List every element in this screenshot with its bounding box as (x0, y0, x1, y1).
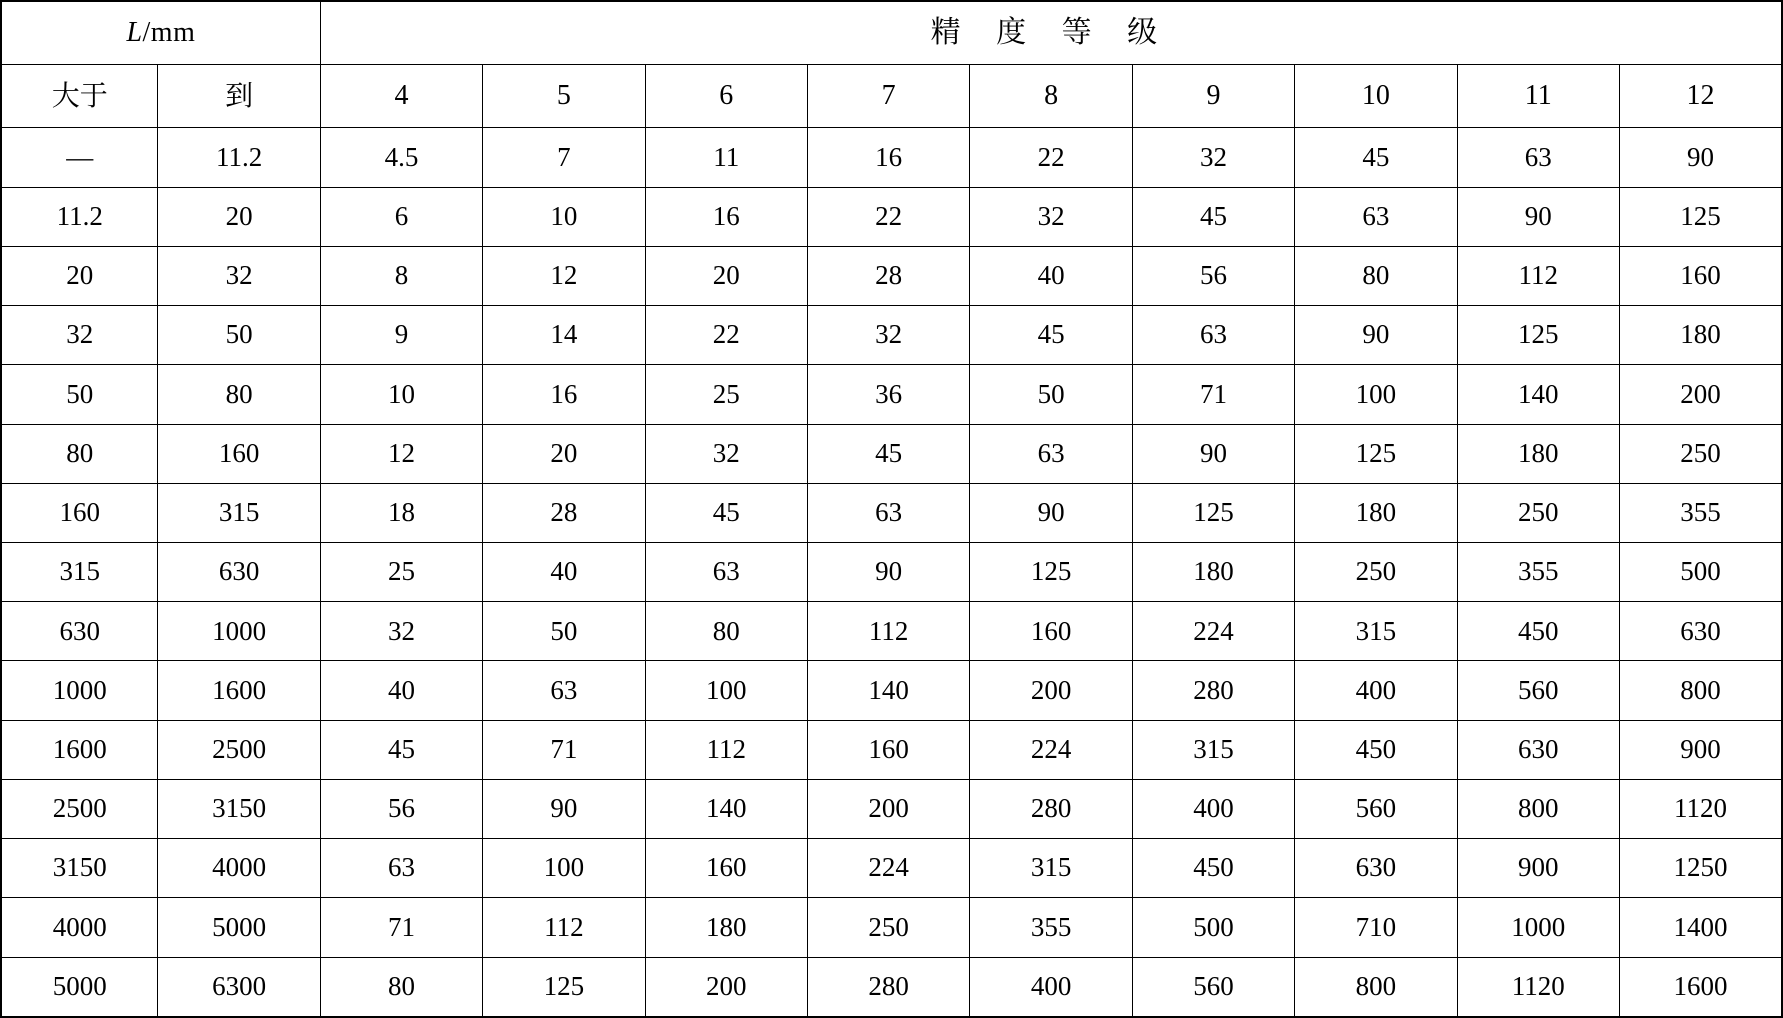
header-from: 大于 (1, 65, 158, 128)
cell-range-to: 80 (158, 365, 320, 424)
cell-value: 56 (1132, 246, 1294, 305)
cell-value: 125 (1295, 424, 1457, 483)
header-grade-5: 5 (483, 65, 645, 128)
header-grade-11: 11 (1457, 65, 1619, 128)
header-grade-7: 7 (807, 65, 969, 128)
cell-value: 180 (1619, 306, 1782, 365)
cell-value: 180 (1295, 483, 1457, 542)
table-row (1, 602, 1782, 661)
cell-value: 125 (1619, 187, 1782, 246)
cell-range-from: 11.2 (1, 187, 158, 246)
cell-value: 90 (1132, 424, 1294, 483)
cell-value: 50 (483, 602, 645, 661)
grade-group-header (320, 1, 1782, 65)
cell-value: 112 (645, 720, 807, 779)
cell-value: 18 (320, 483, 482, 542)
cell-value: 32 (807, 306, 969, 365)
cell-value: 160 (970, 602, 1132, 661)
cell-value: 12 (483, 246, 645, 305)
cell-value: 200 (970, 661, 1132, 720)
cell-value: 560 (1457, 661, 1619, 720)
cell-value: 224 (1132, 602, 1294, 661)
table-row (1, 246, 1782, 305)
cell-range-to: 4000 (158, 839, 320, 898)
length-unit-header: L/mm (1, 1, 320, 65)
cell-value: 90 (1457, 187, 1619, 246)
cell-value: 160 (645, 839, 807, 898)
cell-value: 32 (320, 602, 482, 661)
cell-value: 80 (645, 602, 807, 661)
cell-value: 90 (1619, 128, 1782, 187)
cell-range-from: — (1, 128, 158, 187)
cell-range-to: 3150 (158, 779, 320, 838)
cell-value: 71 (483, 720, 645, 779)
cell-value: 32 (645, 424, 807, 483)
header-grade-9: 9 (1132, 65, 1294, 128)
header-to: 到 (158, 65, 320, 128)
cell-value: 100 (645, 661, 807, 720)
cell-range-from: 80 (1, 424, 158, 483)
cell-value: 1120 (1619, 779, 1782, 838)
cell-value: 140 (645, 779, 807, 838)
cell-value: 180 (1132, 543, 1294, 602)
cell-value: 280 (1132, 661, 1294, 720)
cell-value: 800 (1619, 661, 1782, 720)
cell-range-from: 50 (1, 365, 158, 424)
cell-value: 22 (645, 306, 807, 365)
cell-value: 28 (807, 246, 969, 305)
cell-range-from: 1600 (1, 720, 158, 779)
table-header-top-row (1, 1, 1782, 65)
cell-value: 63 (1132, 306, 1294, 365)
table-row (1, 365, 1782, 424)
cell-value: 32 (1132, 128, 1294, 187)
cell-value: 63 (1457, 128, 1619, 187)
cell-value: 63 (483, 661, 645, 720)
cell-value: 315 (970, 839, 1132, 898)
cell-value: 112 (483, 898, 645, 957)
cell-value: 10 (483, 187, 645, 246)
cell-value: 90 (1295, 306, 1457, 365)
cell-range-from: 5000 (1, 957, 158, 1017)
cell-range-to: 11.2 (158, 128, 320, 187)
header-grade-6: 6 (645, 65, 807, 128)
cell-value: 315 (1295, 602, 1457, 661)
cell-value: 224 (807, 839, 969, 898)
cell-value: 800 (1295, 957, 1457, 1017)
cell-value: 100 (1295, 365, 1457, 424)
cell-value: 22 (970, 128, 1132, 187)
cell-value: 63 (1295, 187, 1457, 246)
table-row (1, 424, 1782, 483)
header-grade-4: 4 (320, 65, 482, 128)
cell-value: 20 (645, 246, 807, 305)
cell-value: 450 (1295, 720, 1457, 779)
cell-value: 10 (320, 365, 482, 424)
cell-value: 630 (1457, 720, 1619, 779)
cell-value: 280 (970, 779, 1132, 838)
cell-value: 125 (483, 957, 645, 1017)
cell-value: 71 (1132, 365, 1294, 424)
cell-value: 140 (1457, 365, 1619, 424)
cell-value: 125 (1457, 306, 1619, 365)
cell-value: 9 (320, 306, 482, 365)
cell-range-to: 20 (158, 187, 320, 246)
cell-value: 50 (970, 365, 1132, 424)
cell-value: 14 (483, 306, 645, 365)
cell-value: 250 (1295, 543, 1457, 602)
cell-range-to: 2500 (158, 720, 320, 779)
cell-value: 112 (807, 602, 969, 661)
cell-range-to: 315 (158, 483, 320, 542)
cell-value: 200 (1619, 365, 1782, 424)
cell-range-from: 2500 (1, 779, 158, 838)
cell-value: 7 (483, 128, 645, 187)
cell-value: 112 (1457, 246, 1619, 305)
cell-value: 160 (807, 720, 969, 779)
cell-value: 22 (807, 187, 969, 246)
cell-range-to: 160 (158, 424, 320, 483)
cell-value: 250 (807, 898, 969, 957)
cell-value: 125 (970, 543, 1132, 602)
cell-value: 400 (1295, 661, 1457, 720)
cell-value: 63 (320, 839, 482, 898)
cell-range-from: 1000 (1, 661, 158, 720)
cell-value: 1120 (1457, 957, 1619, 1017)
cell-value: 250 (1457, 483, 1619, 542)
cell-value: 71 (320, 898, 482, 957)
cell-value: 16 (483, 365, 645, 424)
cell-value: 63 (807, 483, 969, 542)
cell-value: 80 (320, 957, 482, 1017)
cell-range-from: 32 (1, 306, 158, 365)
cell-range-from: 3150 (1, 839, 158, 898)
cell-value: 450 (1457, 602, 1619, 661)
cell-value: 250 (1619, 424, 1782, 483)
cell-value: 400 (1132, 779, 1294, 838)
cell-value: 63 (645, 543, 807, 602)
cell-value: 25 (320, 543, 482, 602)
cell-value: 355 (1619, 483, 1782, 542)
cell-value: 125 (1132, 483, 1294, 542)
cell-range-from: 160 (1, 483, 158, 542)
grade-group-label: 精 度 等 级 (930, 16, 1172, 50)
cell-value: 500 (1619, 543, 1782, 602)
cell-value: 56 (320, 779, 482, 838)
cell-value: 40 (483, 543, 645, 602)
table-row (1, 661, 1782, 720)
cell-value: 12 (320, 424, 482, 483)
table-row (1, 898, 1782, 957)
cell-value: 45 (970, 306, 1132, 365)
cell-value: 315 (1132, 720, 1294, 779)
cell-value: 560 (1132, 957, 1294, 1017)
cell-value: 1000 (1457, 898, 1619, 957)
cell-value: 36 (807, 365, 969, 424)
cell-value: 355 (1457, 543, 1619, 602)
cell-value: 224 (970, 720, 1132, 779)
cell-value: 63 (970, 424, 1132, 483)
table-row (1, 543, 1782, 602)
cell-range-to: 32 (158, 246, 320, 305)
cell-range-from: 630 (1, 602, 158, 661)
cell-value: 25 (645, 365, 807, 424)
cell-value: 1250 (1619, 839, 1782, 898)
table-row (1, 483, 1782, 542)
cell-range-to: 6300 (158, 957, 320, 1017)
table-row (1, 720, 1782, 779)
cell-value: 32 (970, 187, 1132, 246)
cell-value: 560 (1295, 779, 1457, 838)
cell-value: 90 (483, 779, 645, 838)
cell-value: 280 (807, 957, 969, 1017)
cell-range-to: 5000 (158, 898, 320, 957)
cell-value: 40 (320, 661, 482, 720)
cell-range-from: 20 (1, 246, 158, 305)
table-header-sub-row (1, 65, 1782, 128)
cell-value: 45 (807, 424, 969, 483)
cell-value: 710 (1295, 898, 1457, 957)
table-row (1, 779, 1782, 838)
cell-range-to: 1000 (158, 602, 320, 661)
cell-value: 200 (807, 779, 969, 838)
table-row (1, 839, 1782, 898)
cell-value: 900 (1457, 839, 1619, 898)
table-row (1, 957, 1782, 1017)
cell-range-from: 315 (1, 543, 158, 602)
cell-value: 28 (483, 483, 645, 542)
cell-value: 1600 (1619, 957, 1782, 1017)
cell-range-to: 1600 (158, 661, 320, 720)
header-grade-8: 8 (970, 65, 1132, 128)
cell-value: 80 (1295, 246, 1457, 305)
cell-value: 45 (320, 720, 482, 779)
cell-value: 355 (970, 898, 1132, 957)
cell-value: 800 (1457, 779, 1619, 838)
table-row (1, 128, 1782, 187)
cell-value: 400 (970, 957, 1132, 1017)
cell-value: 1400 (1619, 898, 1782, 957)
cell-value: 11 (645, 128, 807, 187)
cell-value: 900 (1619, 720, 1782, 779)
cell-value: 630 (1295, 839, 1457, 898)
cell-value: 4.5 (320, 128, 482, 187)
cell-value: 140 (807, 661, 969, 720)
cell-range-to: 630 (158, 543, 320, 602)
cell-value: 500 (1132, 898, 1294, 957)
cell-value: 630 (1619, 602, 1782, 661)
cell-value: 16 (807, 128, 969, 187)
cell-value: 45 (1295, 128, 1457, 187)
table-row (1, 306, 1782, 365)
cell-value: 45 (645, 483, 807, 542)
cell-value: 180 (645, 898, 807, 957)
cell-range-to: 50 (158, 306, 320, 365)
cell-value: 180 (1457, 424, 1619, 483)
cell-value: 90 (807, 543, 969, 602)
header-grade-10: 10 (1295, 65, 1457, 128)
cell-value: 20 (483, 424, 645, 483)
cell-value: 6 (320, 187, 482, 246)
cell-value: 45 (1132, 187, 1294, 246)
cell-range-from: 4000 (1, 898, 158, 957)
cell-value: 160 (1619, 246, 1782, 305)
table-row (1, 187, 1782, 246)
cell-value: 16 (645, 187, 807, 246)
cell-value: 90 (970, 483, 1132, 542)
cell-value: 40 (970, 246, 1132, 305)
cell-value: 200 (645, 957, 807, 1017)
cell-value: 100 (483, 839, 645, 898)
cell-value: 8 (320, 246, 482, 305)
header-grade-12: 12 (1619, 65, 1782, 128)
cell-value: 450 (1132, 839, 1294, 898)
